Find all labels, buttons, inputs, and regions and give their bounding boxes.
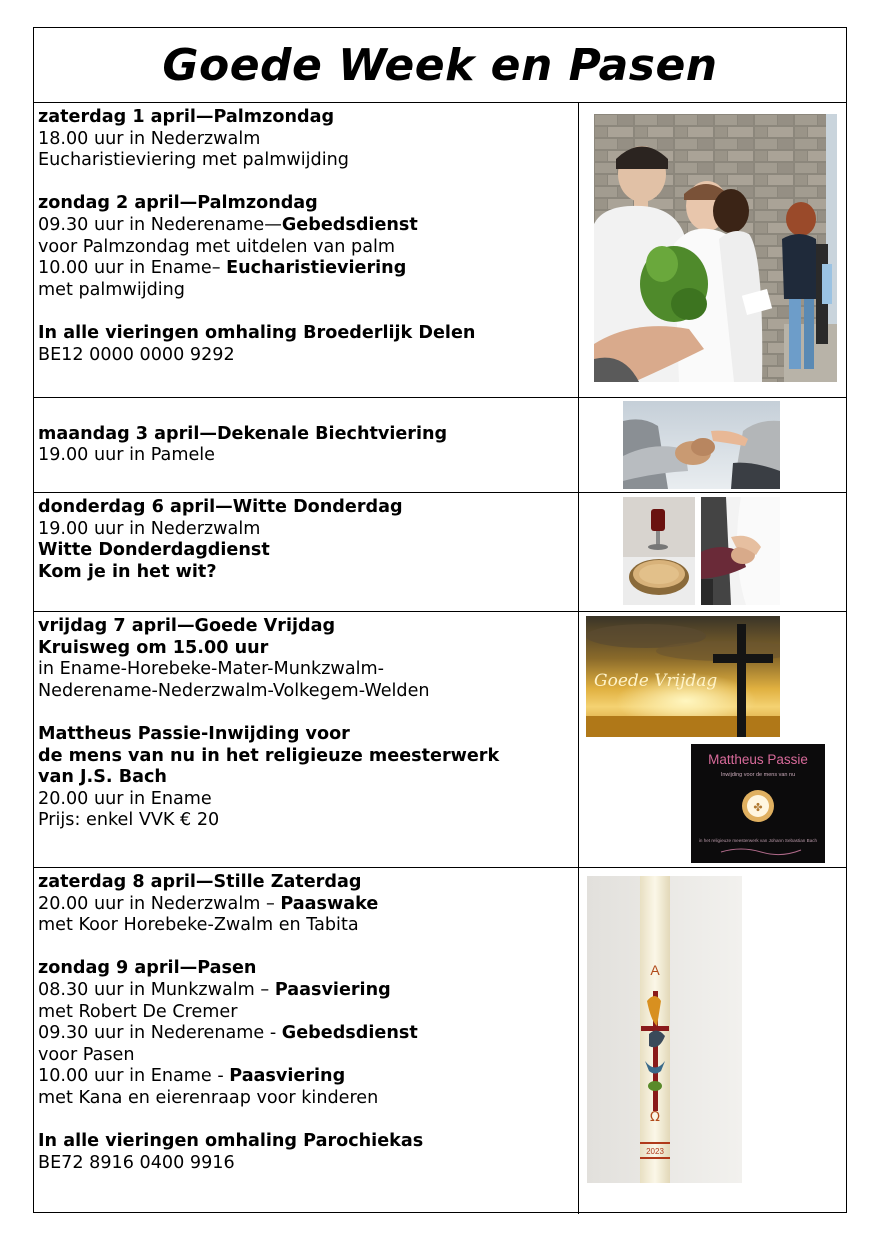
text-run: 20.00 uur in Ename	[38, 788, 212, 809]
text-line	[38, 915, 578, 937]
text-line	[38, 616, 578, 638]
text-run: met Robert De Cremer	[38, 1001, 238, 1022]
text-run: met Koor Horebeke-Zwalm en Tabita	[38, 915, 359, 936]
text-run: 09.30 uur in Nederename -	[38, 1023, 282, 1044]
text-run: met palmwijding	[38, 279, 185, 300]
text-line	[38, 540, 578, 562]
bold-text: Paaswake	[280, 893, 379, 914]
bold-text: maandag 3 april—Dekenale Biechtviering	[38, 423, 448, 444]
text-line	[38, 1045, 578, 1067]
omega-letter: Ω	[650, 1110, 660, 1125]
text-line	[38, 562, 578, 584]
section-text	[34, 493, 579, 611]
text-line	[38, 280, 578, 302]
text-line	[38, 746, 578, 768]
text-run: BE12 0000 0000 9292	[38, 344, 235, 365]
text-line	[38, 789, 578, 811]
text-line	[38, 345, 578, 367]
text-run: 09.30 uur in Nederename—	[38, 214, 282, 235]
text-line	[38, 1023, 578, 1045]
text-line	[38, 1153, 578, 1175]
bold-text: zaterdag 1 april—Palmzondag	[38, 107, 335, 127]
washing-hands-photo	[701, 497, 780, 605]
text-line	[38, 258, 578, 280]
text-line	[38, 215, 578, 237]
bold-text: Gebedsdienst	[281, 214, 418, 235]
text-line	[38, 107, 578, 129]
bold-text: Eucharistieviering	[226, 258, 407, 279]
bold-text: van J.S. Bach	[38, 767, 167, 788]
text-line	[38, 659, 578, 681]
line-spacer	[38, 301, 578, 323]
section-text	[34, 398, 579, 492]
goede-vrijdag-caption: Goede Vrijdag	[594, 671, 718, 691]
text-line	[38, 129, 578, 151]
text-line	[38, 323, 578, 345]
flyer-table	[33, 27, 847, 1213]
text-run: Eucharistieviering met palmwijding	[38, 150, 349, 171]
image-cell	[580, 868, 846, 1214]
text-line	[38, 1066, 578, 1088]
text-line	[38, 980, 578, 1002]
text-line	[38, 872, 578, 894]
text-line	[38, 894, 578, 916]
image-cell	[580, 612, 846, 867]
image-cell	[580, 493, 846, 611]
text-line	[38, 681, 578, 703]
text-line	[38, 958, 578, 980]
text-run: 10.00 uur in Ename–	[38, 258, 227, 279]
text-run: 19.00 uur in Pamele	[38, 445, 215, 466]
bold-text: de mens van nu in het religieuze meesterwerk	[38, 745, 500, 766]
text-run: 10.00 uur in Ename -	[38, 1066, 230, 1087]
bold-text: Kruisweg om 15.00 uur	[38, 637, 269, 658]
section-text	[34, 103, 579, 397]
goede-vrijdag-image	[586, 616, 780, 737]
bold-text: In alle vieringen omhaling Parochiekas	[38, 1131, 424, 1152]
passie-poster-footer: in het religieuze meesterwerk van Johann Sebastian Bach	[698, 838, 818, 843]
text-line	[38, 519, 578, 541]
text-line	[38, 638, 578, 660]
line-spacer	[38, 937, 578, 959]
image-cell	[580, 398, 846, 492]
row-pasen	[34, 868, 846, 1214]
text-run: 18.00 uur in Nederzwalm	[38, 128, 261, 149]
bold-text: zondag 2 april—Palmzondag	[38, 193, 318, 214]
text-run: Nederename-Nederzwalm-Volkegem-Welden	[38, 680, 430, 701]
row-goede-vrijdag	[34, 612, 846, 868]
line-spacer	[38, 172, 578, 194]
bold-text: Paasviering	[274, 979, 391, 1000]
passie-poster-subtitle: Inwijding voor de mens van nu	[720, 772, 796, 778]
paschal-candle-photo	[587, 876, 742, 1183]
text-run: met Kana en eierenraap voor kinderen	[38, 1087, 379, 1108]
text-line	[38, 724, 578, 746]
bold-text: zondag 9 april—Pasen	[38, 958, 257, 979]
candle-year: 2023	[646, 1147, 664, 1156]
text-line	[38, 445, 578, 467]
text-line	[38, 1131, 578, 1153]
bold-text: Witte Donderdagdienst	[38, 540, 270, 561]
mattheus-passie-poster	[691, 744, 825, 863]
bold-text: Kom je in het wit?	[38, 561, 217, 582]
palm-procession-photo	[594, 114, 837, 382]
text-line	[38, 1002, 578, 1024]
section-text	[34, 868, 579, 1214]
line-spacer	[38, 702, 578, 724]
page-title: Goede Week en Pasen	[162, 39, 718, 91]
text-line	[38, 1088, 578, 1110]
text-run: 19.00 uur in Nederzwalm	[38, 518, 261, 539]
text-line	[38, 150, 578, 172]
text-run: voor Palmzondag met uitdelen van palm	[38, 236, 396, 257]
text-line	[38, 424, 578, 446]
text-line	[38, 193, 578, 215]
bold-text: In alle vieringen omhaling Broederlijk Delen	[38, 322, 476, 343]
row-witte-donderdag	[34, 493, 846, 612]
title-row	[34, 28, 846, 103]
text-line	[38, 810, 578, 832]
row-palmzondag	[34, 103, 846, 398]
line-spacer	[38, 1110, 578, 1132]
bold-text: vrijdag 7 april—Goede Vrijdag	[38, 616, 336, 636]
text-run: 20.00 uur in Nederzwalm –	[38, 893, 281, 914]
bold-text: Paasviering	[229, 1066, 346, 1087]
bread-wine-photo	[623, 497, 695, 605]
text-run: Prijs: enkel VVK € 20	[38, 810, 220, 831]
section-text	[34, 612, 579, 867]
text-line	[38, 767, 578, 789]
bold-text: zaterdag 8 april—Stille Zaterdag	[38, 872, 362, 892]
image-cell	[580, 103, 846, 397]
bach-seal-icon: ✤	[753, 801, 763, 814]
line-spacer	[38, 402, 578, 424]
text-run: voor Pasen	[38, 1044, 135, 1065]
text-run: in Ename-Horebeke-Mater-Munkzwalm-	[38, 659, 384, 680]
bold-text: Mattheus Passie-Inwijding voor	[38, 723, 350, 744]
text-run: BE72 8916 0400 9916	[38, 1152, 235, 1173]
bold-text: Gebedsdienst	[281, 1023, 418, 1044]
hands-photo	[623, 401, 780, 489]
alpha-letter: A	[650, 962, 660, 978]
bold-text: donderdag 6 april—Witte Donderdag	[38, 497, 403, 517]
text-line	[38, 497, 578, 519]
passie-poster-title: Mattheus Passie	[708, 752, 808, 767]
row-biechtviering	[34, 398, 846, 493]
text-line	[38, 237, 578, 259]
text-run: 08.30 uur in Munkzwalm –	[38, 979, 275, 1000]
